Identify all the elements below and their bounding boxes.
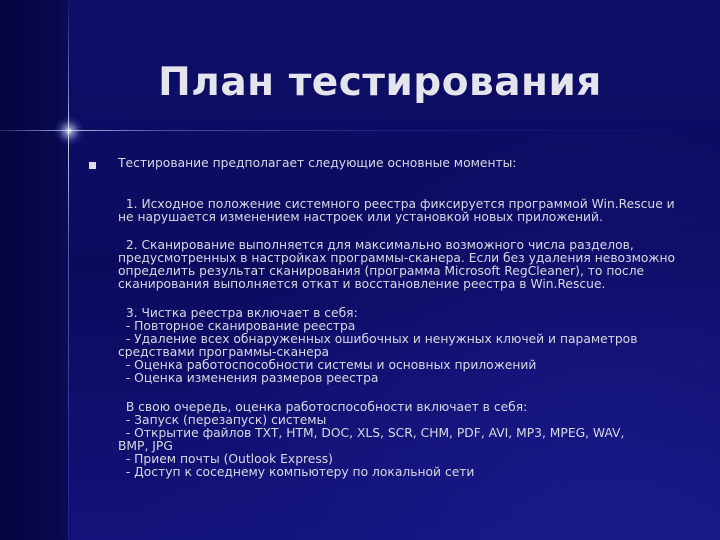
left-band-decoration — [0, 0, 68, 540]
paragraph-1 — [118, 185, 678, 224]
paragraph-line: 2. Сканирование выполняется для максимально возможного числа разделов, — [118, 238, 634, 252]
paragraph-3 — [118, 294, 678, 385]
intro-text: Тестирование предполагает следующие основные моменты: — [118, 156, 517, 170]
vertical-light-line — [68, 0, 69, 540]
square-bullet-icon — [89, 162, 96, 169]
paragraph-line: - Прием почты (Outlook Express) — [118, 452, 333, 466]
paragraph-line: 3. Чистка реестра включает в себя: — [118, 306, 358, 320]
lens-flare-icon — [54, 116, 84, 146]
paragraph-line: - Оценка работоспособности системы и основных приложений — [118, 358, 537, 372]
paragraph-line: - Удаление всех обнаруженных ошибочных и ненужных ключей и параметров — [118, 332, 638, 346]
paragraph-4 — [118, 388, 678, 479]
paragraph-line: В свою очередь, оценка работоспособности включает в себя: — [118, 400, 528, 414]
paragraph-line: - Повторное сканирование реестра — [118, 319, 356, 333]
paragraph-line: определить результат сканирования (программа Microsoft RegCleaner), то после — [118, 264, 645, 278]
paragraph-line: 1. Исходное положение системного реестра фиксируется программой Win.Rescue и — [118, 197, 675, 211]
paragraph-line: не нарушается изменением настроек или установкой новых приложений. — [118, 210, 603, 224]
paragraph-line: предусмотренных в настройках программы-сканера. Если без удаления невозможно — [118, 251, 676, 265]
paragraph-line: - Доступ к соседнему компьютеру по локальной сети — [118, 465, 475, 479]
slide-title: План тестирования — [158, 60, 602, 105]
paragraph-line: - Оценка изменения размеров реестра — [118, 371, 379, 385]
paragraph-line: - Открытие файлов TXT, HTM, DOC, XLS, SCR, CHM, PDF, AVI, MP3, MPEG, WAV, — [118, 426, 625, 440]
paragraph-line: сканирования выполняется откат и восстановление реестра в Win.Rescue. — [118, 277, 606, 291]
horizontal-light-line — [0, 130, 720, 131]
paragraph-line: BMP, JPG — [118, 439, 173, 453]
paragraph-line: - Запуск (перезапуск) системы — [118, 413, 327, 427]
paragraph-2 — [118, 226, 678, 291]
paragraph-line: средствами программы-сканера — [118, 345, 330, 359]
